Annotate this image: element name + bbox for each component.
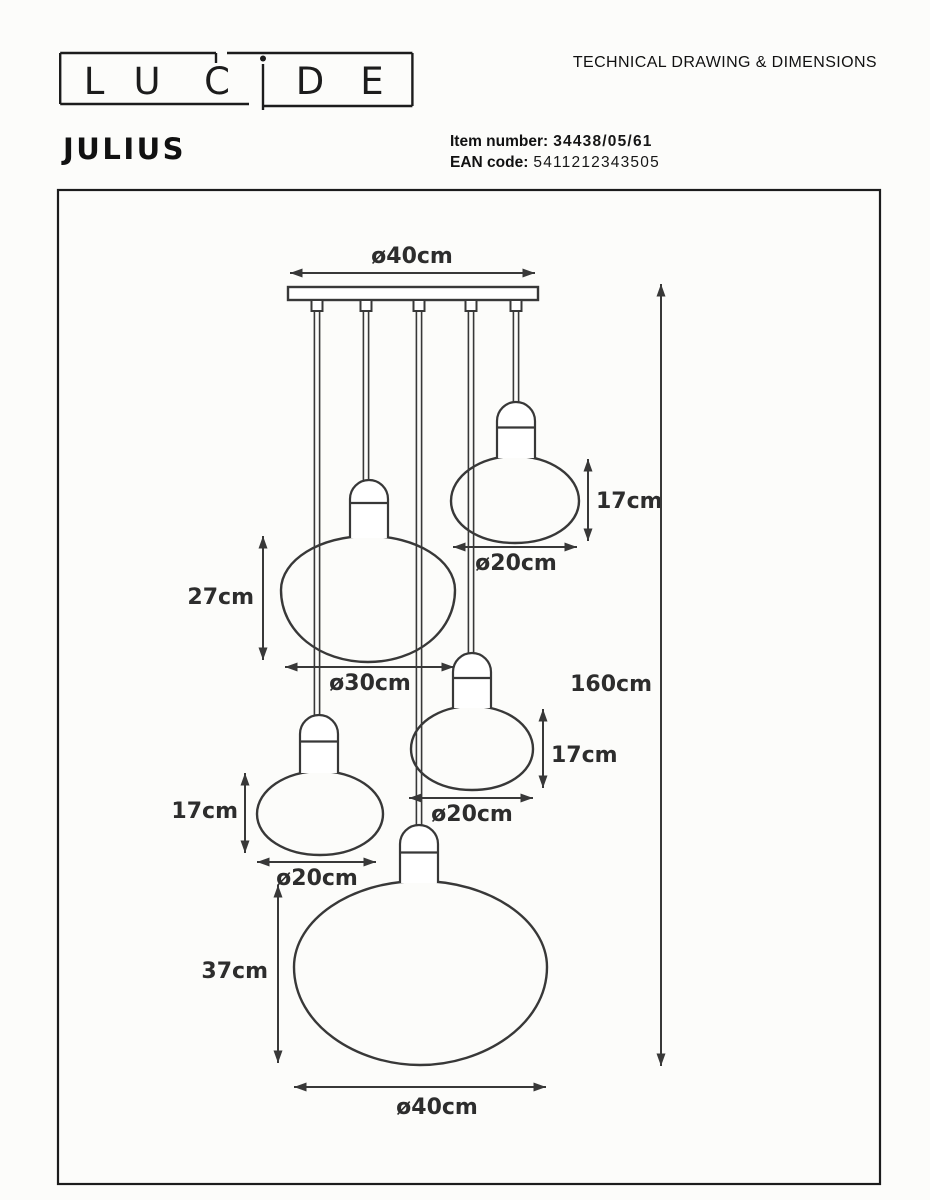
dim-small-top-height — [588, 459, 663, 541]
ean-value: 5411212343505 — [533, 154, 660, 171]
globe-small-low — [257, 771, 383, 855]
logo-letter-l: L — [83, 60, 105, 103]
socket-small-low — [300, 715, 338, 773]
dim-medium-diameter — [285, 667, 454, 696]
globe-medium — [281, 536, 455, 662]
cord-connector-4 — [466, 300, 477, 311]
logo-letter-d: D — [295, 60, 325, 103]
cord-connector-1 — [312, 300, 323, 311]
dim-small-mid-diameter — [409, 798, 533, 827]
cord-2 — [363, 302, 368, 482]
socket-small-mid — [453, 653, 491, 708]
dim-small-mid-diameter-label: ø20cm — [431, 802, 513, 827]
globe-small-top — [451, 456, 579, 543]
socket-small-top — [497, 402, 535, 458]
item-number-value: 34438/05/61 — [553, 133, 653, 150]
doc-title: TECHNICAL DRAWING & DIMENSIONS — [572, 54, 877, 71]
dim-small-low-height — [171, 773, 245, 853]
dim-small-top-diameter — [453, 547, 577, 576]
cord-3 — [416, 302, 421, 827]
dim-total-height-label: 160cm — [570, 672, 652, 697]
dim-small-low-diameter — [257, 862, 376, 891]
cord-connector-5 — [511, 300, 522, 311]
dim-canopy-diameter — [290, 244, 535, 273]
globe-large — [294, 881, 547, 1065]
dim-canopy-diameter-label: ø40cm — [371, 244, 453, 269]
dim-medium-height — [187, 536, 263, 660]
dim-medium-diameter-label: ø30cm — [329, 671, 411, 696]
cord-4 — [468, 302, 473, 655]
dim-large-diameter — [294, 1087, 546, 1120]
ean-label: EAN code: — [450, 154, 529, 171]
dim-total-height — [570, 284, 661, 1066]
logo-letter-e: E — [360, 60, 384, 103]
item-number-label: Item number: — [450, 133, 549, 150]
dim-large-diameter-label: ø40cm — [396, 1095, 478, 1120]
cord-connector-2 — [361, 300, 372, 311]
socket-large — [400, 825, 438, 883]
cord-1 — [314, 302, 319, 716]
logo-letter-u: U — [133, 60, 161, 103]
dim-medium-height-label: 27cm — [187, 585, 254, 610]
dim-large-height — [201, 885, 278, 1063]
cord-connectors — [312, 300, 522, 311]
dim-small-low-height-label: 17cm — [171, 799, 238, 824]
dim-small-top-height-label: 17cm — [596, 489, 663, 514]
cord-5 — [513, 302, 518, 404]
dim-large-height-label: 37cm — [201, 959, 268, 984]
globe-small-mid — [411, 706, 533, 790]
cord-connector-3 — [414, 300, 425, 311]
dim-small-low-diameter-label: ø20cm — [276, 866, 358, 891]
dim-small-top-diameter-label: ø20cm — [475, 551, 557, 576]
socket-medium — [350, 480, 388, 538]
product-name: JULIUS — [63, 132, 187, 166]
ceiling-canopy — [288, 287, 538, 300]
dim-small-mid-height — [543, 709, 618, 788]
dim-small-mid-height-label: 17cm — [551, 743, 618, 768]
logo-letter-c: C — [204, 60, 230, 103]
